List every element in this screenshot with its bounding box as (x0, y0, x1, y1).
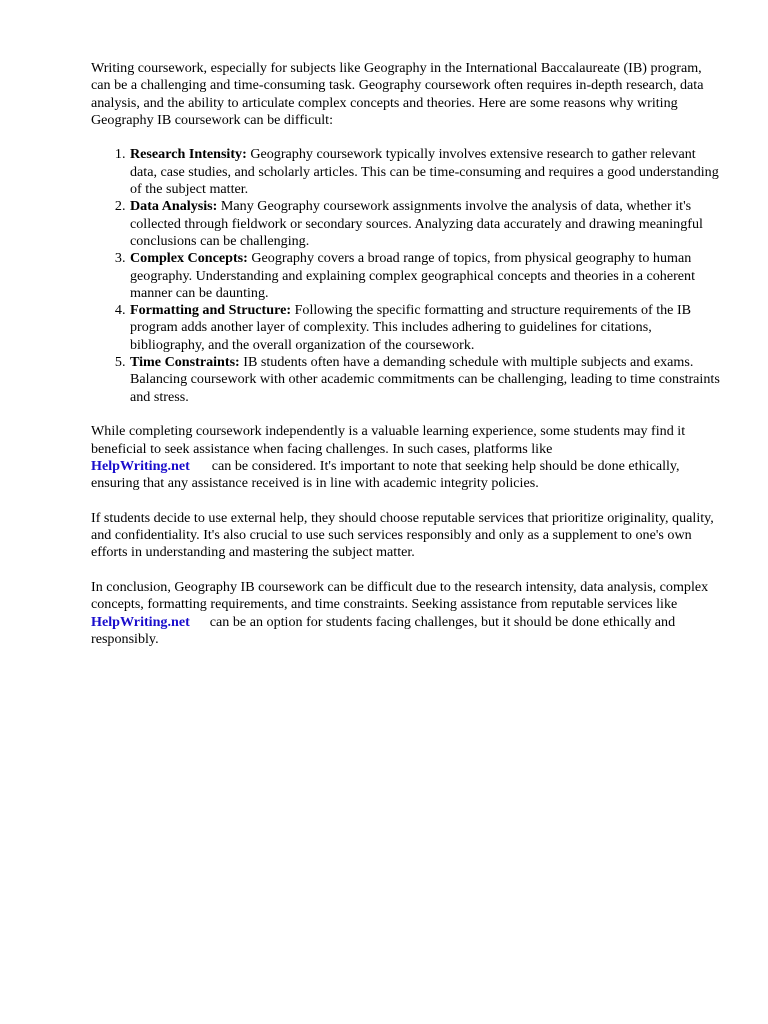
list-item (129, 250, 721, 302)
list-item-text: Following the specific formatting and structure requirements of the IB program adds another layer of complexity. This includes adhering to guidelines for citations, bibliography, and the overall organization of the coursework. (130, 302, 692, 353)
list-item-term: Complex Concepts: (130, 250, 248, 267)
list-item-term: Data Analysis: (130, 198, 218, 215)
conclusion-paragraph (91, 579, 721, 648)
helpwriting-link[interactable]: HelpWriting.net (91, 457, 190, 474)
list-item (129, 354, 721, 406)
list-item-text: IB students often have a demanding schedule with multiple subjects and exams. Balancing coursework with other academic commitments can be challenging, leading to time constraints and stress. (130, 354, 720, 405)
list-item-term: Formatting and Structure: (130, 302, 292, 319)
list-item-text: Many Geography coursework assignments involve the analysis of data, whether it's collected through fieldwork or secondary sources. Analyzing data accurately and drawing meaningful conclusions can be challenging. (130, 198, 703, 249)
list-item (129, 146, 721, 198)
list-item-text: Geography covers a broad range of topics, from physical geography to human geography. Understanding and explaining complex geographical concepts and theories in a coherent manner can be daunting. (130, 250, 695, 301)
list-item (129, 198, 721, 250)
reasons-list (91, 146, 721, 405)
list-item-term: Research Intensity: (130, 146, 247, 163)
assistance-text-before: While completing coursework independently is a valuable learning experience, some students may find it beneficial to seek assistance when facing challenges. In such cases, platforms like (91, 423, 686, 457)
assistance-paragraph (91, 423, 721, 492)
assistance-text-after: can be considered. It's important to note that seeking help should be done ethically, ensuring that any assistance received is in line with academic integrity policies. (91, 457, 680, 492)
helpwriting-link[interactable]: HelpWriting.net (91, 613, 190, 630)
conclusion-text-after: can be an option for students facing challenges, but it should be done ethically and responsibly. (91, 613, 676, 647)
conclusion-text-before: In conclusion, Geography IB coursework can be difficult due to the research intensity, data analysis, complex concepts, formatting requirements, and time constraints. Seeking assistance from reputable services like (91, 578, 709, 613)
list-item (129, 302, 721, 354)
document-page (91, 60, 721, 665)
intro-paragraph: Writing coursework, especially for subjects like Geography in the International Baccalaureate (IB) program, can be a challenging and time-consuming task. Geography coursework often requires in-depth research, data analysis, and the ability to articulate complex concepts and theories. Here are some reasons why writing Geography IB coursework can be difficult: (91, 60, 704, 128)
list-item-text: Geography coursework typically involves extensive research to gather relevant data, case studies, and scholarly articles. This can be time-consuming and requires a good understanding of the subject matter. (130, 146, 719, 198)
list-item-term: Time Constraints: (130, 354, 240, 371)
external-help-paragraph: If students decide to use external help, they should choose reputable services that prioritize originality, quality, and confidentiality. It's also crucial to use such services responsibly and only as a supplement to one's own efforts in understanding and mastering the subject matter. (91, 509, 714, 561)
